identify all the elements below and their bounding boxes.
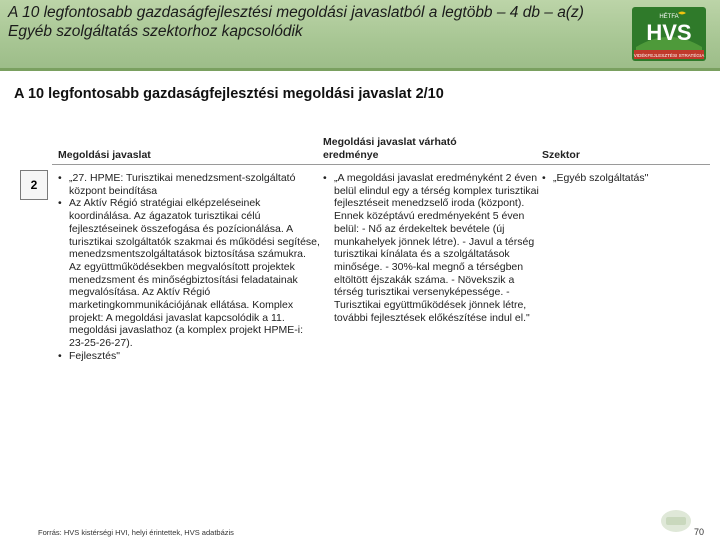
source-note: Forrás: HVS kistérségi HVI, helyi érintettek, HVS adatbázis	[38, 528, 234, 537]
proposal-bullet: • Az Aktív Régió stratégiai elképzeléseinek koordinálása. Az ágazatok turisztikai célú fejlesztéseinek összefogása és pozícionálása. A turisztikai szolgáltatók szakmai és működési segítése, menedzsmentszolgáltatások biztosítása számukra. Az együttműködésekben megvalósított projektek menedzsment és minőségbiztosítási feladatainak megvalósítása. Az Aktív Régió marketingkommunikációjának ellátása. Komplex projekt: A megoldási javaslat kapcsolódik a 11. megoldási javaslathoz (a komplex projekt HPME-i: 23-25-26-27).	[58, 197, 320, 350]
logo-bottom-text: VIDÉKFEJLESZTÉSI STRATÉGIA	[633, 53, 705, 58]
sector-bullet: • „Egyéb szolgáltatás"	[542, 172, 649, 184]
column-header-outcome	[323, 136, 457, 162]
outcome-bullet: • „A megoldási javaslat eredményként 2 éven belül elindul egy a térség komplex turisztikai fejlesztéseit menedzselő iroda (központ). Ennek középtávú eredményeként 5 éven belül: - Nő az érdekeltek bevétele (új munkahelyek jönnek létre). - Javul a térség turisztikai kínálata és a szolgáltatások minősége. - 30%-kal megnő a térségben eltöltött éjszakák száma. - Növekszik a térség turisztikai versenyképessége. - Turisztikai együttműködések jönnek létre, további fejlesztések előkészítése indul el."	[323, 172, 539, 324]
hvs-logo	[632, 7, 706, 61]
header-band	[0, 0, 720, 68]
sector-cell	[542, 172, 712, 185]
proposal-cell	[58, 172, 320, 363]
header-row-divider	[52, 164, 710, 165]
proposal-bullet: • „27. HPME: Turisztikai menedzsment-szolgáltató központ beindítása	[58, 172, 296, 197]
column-header-outcome-line2: eredménye	[323, 149, 379, 161]
column-header-sector: Szektor	[542, 149, 580, 161]
column-header-outcome-line1: Megoldási javaslat várható	[323, 136, 457, 148]
column-header-proposal: Megoldási javaslat	[58, 149, 151, 161]
outcome-cell	[323, 172, 540, 324]
logo-top-text: HÉTFA	[659, 14, 679, 20]
header-divider	[0, 68, 720, 71]
row-number: 2	[20, 170, 48, 200]
logo-main-text: HVS	[646, 20, 692, 45]
slide-title: A 10 legfontosabb gazdaságfejlesztési megoldási javaslatból a legtöbb – 4 db – a(z) Egyéb szolgáltatás szektorhoz kapcsolódik	[8, 4, 584, 40]
page-number: 70	[694, 527, 705, 537]
page-subtitle: A 10 legfontosabb gazdaságfejlesztési megoldási javaslat 2/10	[14, 86, 444, 102]
watermark-logo-icon	[660, 508, 692, 534]
proposal-bullet: • Fejlesztés"	[58, 349, 120, 362]
